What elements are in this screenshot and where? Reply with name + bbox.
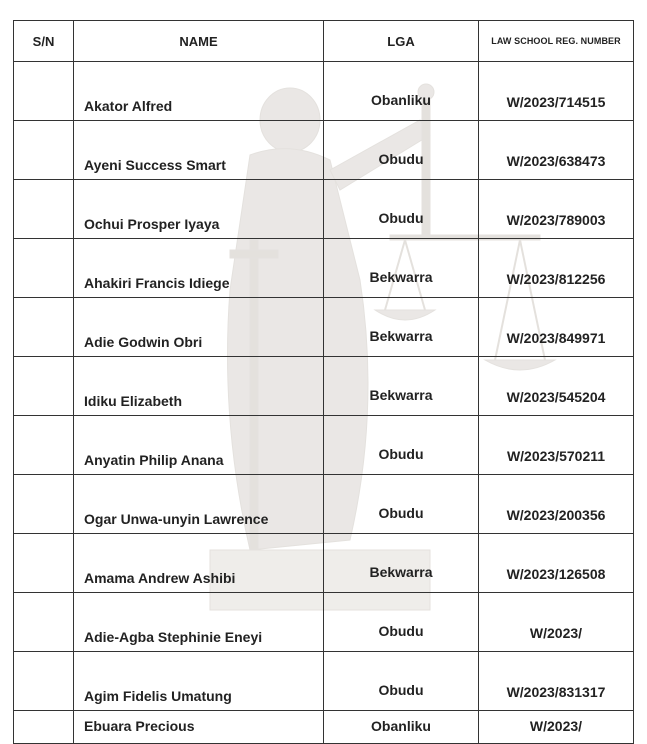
table-row bbox=[14, 652, 634, 711]
table-row bbox=[14, 711, 634, 744]
cell-reg-number: W/2023/ bbox=[479, 711, 634, 744]
table-row bbox=[14, 534, 634, 593]
cell-lga: Bekwarra bbox=[324, 239, 479, 298]
header-reg-number: LAW SCHOOL REG. NUMBER bbox=[479, 21, 634, 62]
cell-lga: Bekwarra bbox=[324, 534, 479, 593]
cell-reg-number: W/2023/ bbox=[479, 593, 634, 652]
cell-name: Amama Andrew Ashibi bbox=[74, 534, 324, 593]
cell-reg-number: W/2023/570211 bbox=[479, 416, 634, 475]
cell-sn bbox=[14, 239, 74, 298]
cell-name: Adie-Agba Stephinie Eneyi bbox=[74, 593, 324, 652]
cell-reg-number: W/2023/638473 bbox=[479, 121, 634, 180]
table-row bbox=[14, 180, 634, 239]
table-row bbox=[14, 298, 634, 357]
cell-lga: Obudu bbox=[324, 593, 479, 652]
cell-sn bbox=[14, 180, 74, 239]
cell-lga: Bekwarra bbox=[324, 298, 479, 357]
cell-reg-number: W/2023/126508 bbox=[479, 534, 634, 593]
table-row bbox=[14, 62, 634, 121]
cell-reg-number: W/2023/849971 bbox=[479, 298, 634, 357]
cell-sn bbox=[14, 711, 74, 744]
cell-reg-number: W/2023/831317 bbox=[479, 652, 634, 711]
table-row bbox=[14, 416, 634, 475]
cell-lga: Obudu bbox=[324, 121, 479, 180]
cell-sn bbox=[14, 534, 74, 593]
table-row bbox=[14, 593, 634, 652]
cell-name: Ochui Prosper Iyaya bbox=[74, 180, 324, 239]
cell-reg-number: W/2023/200356 bbox=[479, 475, 634, 534]
header-lga: LGA bbox=[324, 21, 479, 62]
table-row bbox=[14, 121, 634, 180]
cell-name: Ogar Unwa-unyin Lawrence bbox=[74, 475, 324, 534]
table-row bbox=[14, 475, 634, 534]
table-row bbox=[14, 239, 634, 298]
cell-name: Agim Fidelis Umatung bbox=[74, 652, 324, 711]
cell-name: Anyatin Philip Anana bbox=[74, 416, 324, 475]
table-row bbox=[14, 357, 634, 416]
cell-name: Akator Alfred bbox=[74, 62, 324, 121]
cell-sn bbox=[14, 593, 74, 652]
cell-name: Adie Godwin Obri bbox=[74, 298, 324, 357]
cell-sn bbox=[14, 475, 74, 534]
cell-lga: Bekwarra bbox=[324, 357, 479, 416]
cell-lga: Obanliku bbox=[324, 711, 479, 744]
cell-sn bbox=[14, 416, 74, 475]
cell-name: Ahakiri Francis Idiege bbox=[74, 239, 324, 298]
table-header-row bbox=[14, 21, 634, 62]
header-sn: S/N bbox=[14, 21, 74, 62]
cell-lga: Obudu bbox=[324, 416, 479, 475]
cell-sn bbox=[14, 121, 74, 180]
cell-sn bbox=[14, 357, 74, 416]
cell-name: Idiku Elizabeth bbox=[74, 357, 324, 416]
header-name: NAME bbox=[74, 21, 324, 62]
cell-lga: Obudu bbox=[324, 652, 479, 711]
cell-lga: Obanliku bbox=[324, 62, 479, 121]
registration-table bbox=[13, 20, 634, 744]
cell-sn bbox=[14, 62, 74, 121]
cell-lga: Obudu bbox=[324, 475, 479, 534]
cell-reg-number: W/2023/812256 bbox=[479, 239, 634, 298]
cell-reg-number: W/2023/789003 bbox=[479, 180, 634, 239]
cell-lga: Obudu bbox=[324, 180, 479, 239]
cell-reg-number: W/2023/545204 bbox=[479, 357, 634, 416]
cell-reg-number: W/2023/714515 bbox=[479, 62, 634, 121]
cell-sn bbox=[14, 298, 74, 357]
cell-name: Ebuara Precious bbox=[74, 711, 324, 744]
cell-sn bbox=[14, 652, 74, 711]
cell-name: Ayeni Success Smart bbox=[74, 121, 324, 180]
